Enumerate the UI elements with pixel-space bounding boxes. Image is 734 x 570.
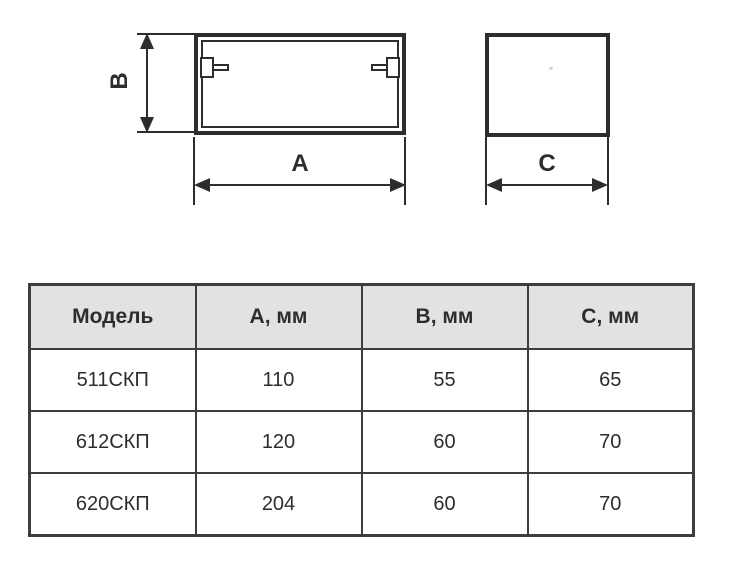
- cell-model: 612СКП: [30, 411, 196, 473]
- dim-a-extension-left: [193, 137, 195, 205]
- dim-c-arrowhead-left: [486, 178, 502, 192]
- cell-a: 120: [196, 411, 362, 473]
- dim-a-arrowhead-right: [390, 178, 406, 192]
- cell-b: 55: [362, 349, 528, 411]
- dim-a-line: [208, 184, 392, 186]
- cell-model: 511СКП: [30, 349, 196, 411]
- dim-c-extension-left: [485, 137, 487, 205]
- dim-c-line: [500, 184, 594, 186]
- cell-c: 65: [528, 349, 694, 411]
- front-view-outer-box: [194, 33, 406, 135]
- table-row: [30, 411, 694, 473]
- cell-b: 60: [362, 473, 528, 536]
- dim-c-extension-right: [607, 137, 609, 205]
- mount-clip-right-body: [386, 57, 400, 78]
- dim-b-arrowhead-down: [140, 117, 154, 133]
- dim-b-label: B: [106, 72, 133, 90]
- column-header-b-mm: B, мм: [362, 285, 528, 350]
- dim-c-arrowhead-right: [592, 178, 608, 192]
- cell-model: 620СКП: [30, 473, 196, 536]
- dim-a-extension-right: [404, 137, 406, 205]
- table-row: [30, 473, 694, 536]
- table-header-row: [30, 285, 694, 350]
- column-header-c-mm: C, мм: [528, 285, 694, 350]
- cell-c: 70: [528, 411, 694, 473]
- cell-a: 204: [196, 473, 362, 536]
- side-view-box: [485, 33, 610, 137]
- mount-clip-left-body: [200, 57, 214, 78]
- spec-table: [28, 283, 695, 537]
- side-view-surface-mark: [549, 67, 553, 70]
- front-view-inner-box: [201, 40, 399, 128]
- column-header-a-mm: A, мм: [196, 285, 362, 350]
- dim-b-line: [146, 36, 148, 130]
- dim-c-label: C: [538, 150, 556, 177]
- spec-table-wrap: [28, 283, 695, 537]
- cell-c: 70: [528, 473, 694, 536]
- cell-b: 60: [362, 411, 528, 473]
- dim-b-arrowhead-up: [140, 33, 154, 49]
- column-header-model: Модель: [30, 285, 196, 350]
- dim-a-label: A: [291, 150, 309, 177]
- dim-a-arrowhead-left: [194, 178, 210, 192]
- cell-a: 110: [196, 349, 362, 411]
- table-row: [30, 349, 694, 411]
